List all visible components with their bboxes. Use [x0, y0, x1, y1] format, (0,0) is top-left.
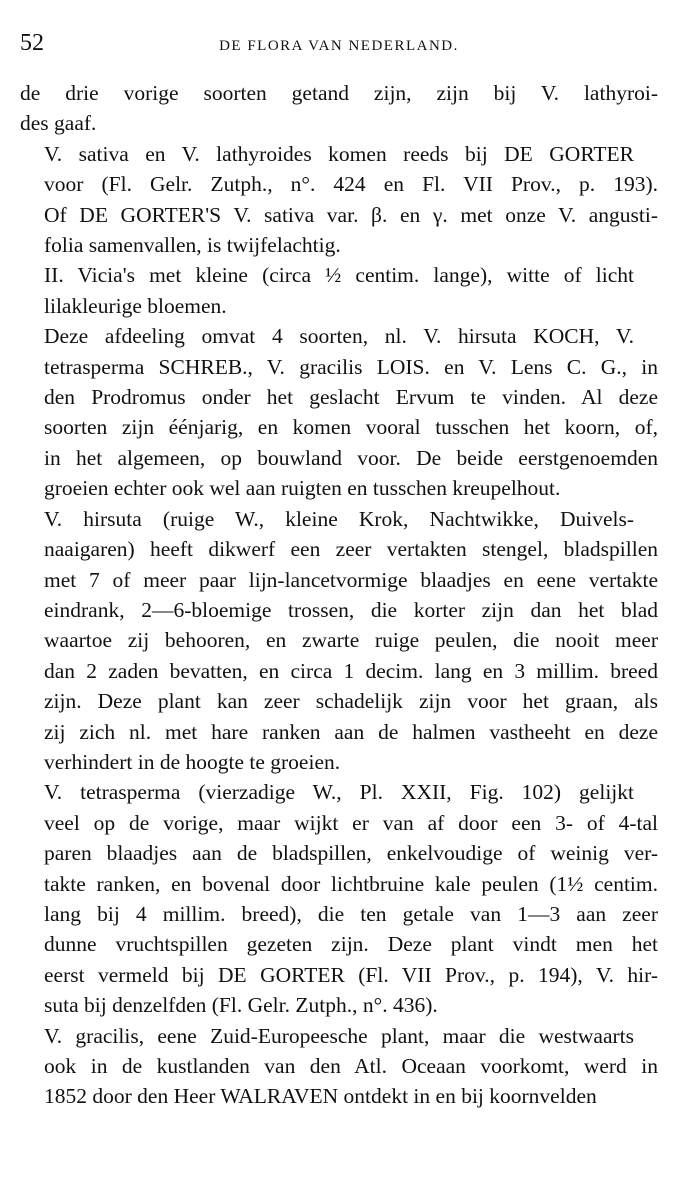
- text-line: den Prodromus onder het geslacht Ervum te vinden. Al deze: [44, 385, 658, 410]
- text-line: 1852 door den Heer WALRAVEN ontdekt in en bij koornvelden: [44, 1084, 597, 1109]
- text-line: lilakleurige bloemen.: [44, 293, 227, 318]
- paragraph: [20, 321, 658, 503]
- text-line: eerst vermeld bij DE GORTER (Fl. VII Prov., p. 194), V. hir-: [44, 962, 658, 987]
- text-line: veel op de vorige, maar wijkt er van af door een 3- of 4-tal: [44, 810, 658, 835]
- text-line: folia samenvallen, is twijfelachtig.: [44, 233, 341, 258]
- text-line: zijn. Deze plant kan zeer schadelijk zijn voor het graan, als: [44, 689, 658, 714]
- text-line: soorten zijn éénjarig, en komen vooral tusschen het koorn, of,: [44, 415, 658, 440]
- text-line: Deze afdeeling omvat 4 soorten, nl. V. hirsuta KOCH, V.: [44, 324, 634, 349]
- page-number: 52: [20, 30, 44, 56]
- text-line: V. sativa en V. lathyroides komen reeds bij DE GORTER: [44, 141, 634, 166]
- text-line: paren blaadjes aan de bladspillen, enkelvoudige of weinig ver-: [44, 841, 658, 866]
- paragraph: [20, 78, 658, 139]
- paragraph: [20, 139, 658, 261]
- text-line: tetrasperma SCHREB., V. gracilis LOIS. en V. Lens C. G., in: [44, 354, 658, 379]
- paragraph: [20, 1021, 658, 1112]
- text-line: naaigaren) heeft dikwerf een zeer vertakten stengel, bladspillen: [44, 537, 658, 562]
- text-line: met 7 of meer paar lijn-lancetvormige blaadjes en eene vertakte: [44, 567, 658, 592]
- text-line: des gaaf.: [20, 111, 97, 136]
- text-line: V. gracilis, eene Zuid-Europeesche plant, maar die westwaarts: [44, 1023, 634, 1048]
- text-line: de drie vorige soorten getand zijn, zijn bij V. lathyroi-: [20, 81, 658, 105]
- paragraph: [20, 777, 658, 1020]
- body-text: [20, 78, 658, 1112]
- text-line: waartoe zij behooren, en zwarte ruige peulen, die nooit meer: [44, 628, 658, 653]
- text-line: eindrank, 2—6-bloemige trossen, die korter zijn dan het blad: [44, 597, 658, 622]
- text-line: suta bij denzelfden (Fl. Gelr. Zutph., n°. 436).: [44, 993, 438, 1018]
- text-line: takte ranken, en bovenal door lichtbruine kale peulen (1½ centim.: [44, 871, 658, 896]
- text-line: V. hirsuta (ruige W., kleine Krok, Nachtwikke, Duivels-: [44, 506, 634, 531]
- text-line: in het algemeen, op bouwland voor. De beide eerstgenoemden: [44, 445, 658, 470]
- text-line: verhindert in de hoogte te groeien.: [44, 749, 341, 774]
- running-title: DE FLORA VAN NEDERLAND.: [219, 38, 459, 54]
- text-line: II. Vicia's met kleine (circa ½ centim. lange), witte of licht: [44, 263, 634, 288]
- text-line: lang bij 4 millim. breed), die ten getale van 1—3 aan zeer: [44, 901, 658, 926]
- text-line: ook in de kustlanden van den Atl. Oceaan voorkomt, werd in: [44, 1054, 658, 1078]
- text-line: groeien echter ook wel aan ruigten en tusschen kreupelhout.: [44, 476, 561, 501]
- text-line: Of DE GORTER'S V. sativa var. β. en γ. met onze V. angusti-: [44, 202, 658, 227]
- paragraph: [20, 504, 658, 778]
- text-line: zij zich nl. met hare ranken aan de halmen vastheeht en deze: [44, 719, 658, 744]
- paragraph: [20, 260, 658, 321]
- text-line: dan 2 zaden bevatten, en circa 1 decim. lang en 3 millim. breed: [44, 658, 658, 683]
- text-line: V. tetrasperma (vierzadige W., Pl. XXII, Fig. 102) gelijkt: [44, 780, 634, 805]
- text-line: voor (Fl. Gelr. Zutph., n°. 424 en Fl. VII Prov., p. 193).: [44, 172, 658, 197]
- running-head: [20, 28, 658, 68]
- text-line: dunne vruchtspillen gezeten zijn. Deze plant vindt men het: [44, 932, 658, 957]
